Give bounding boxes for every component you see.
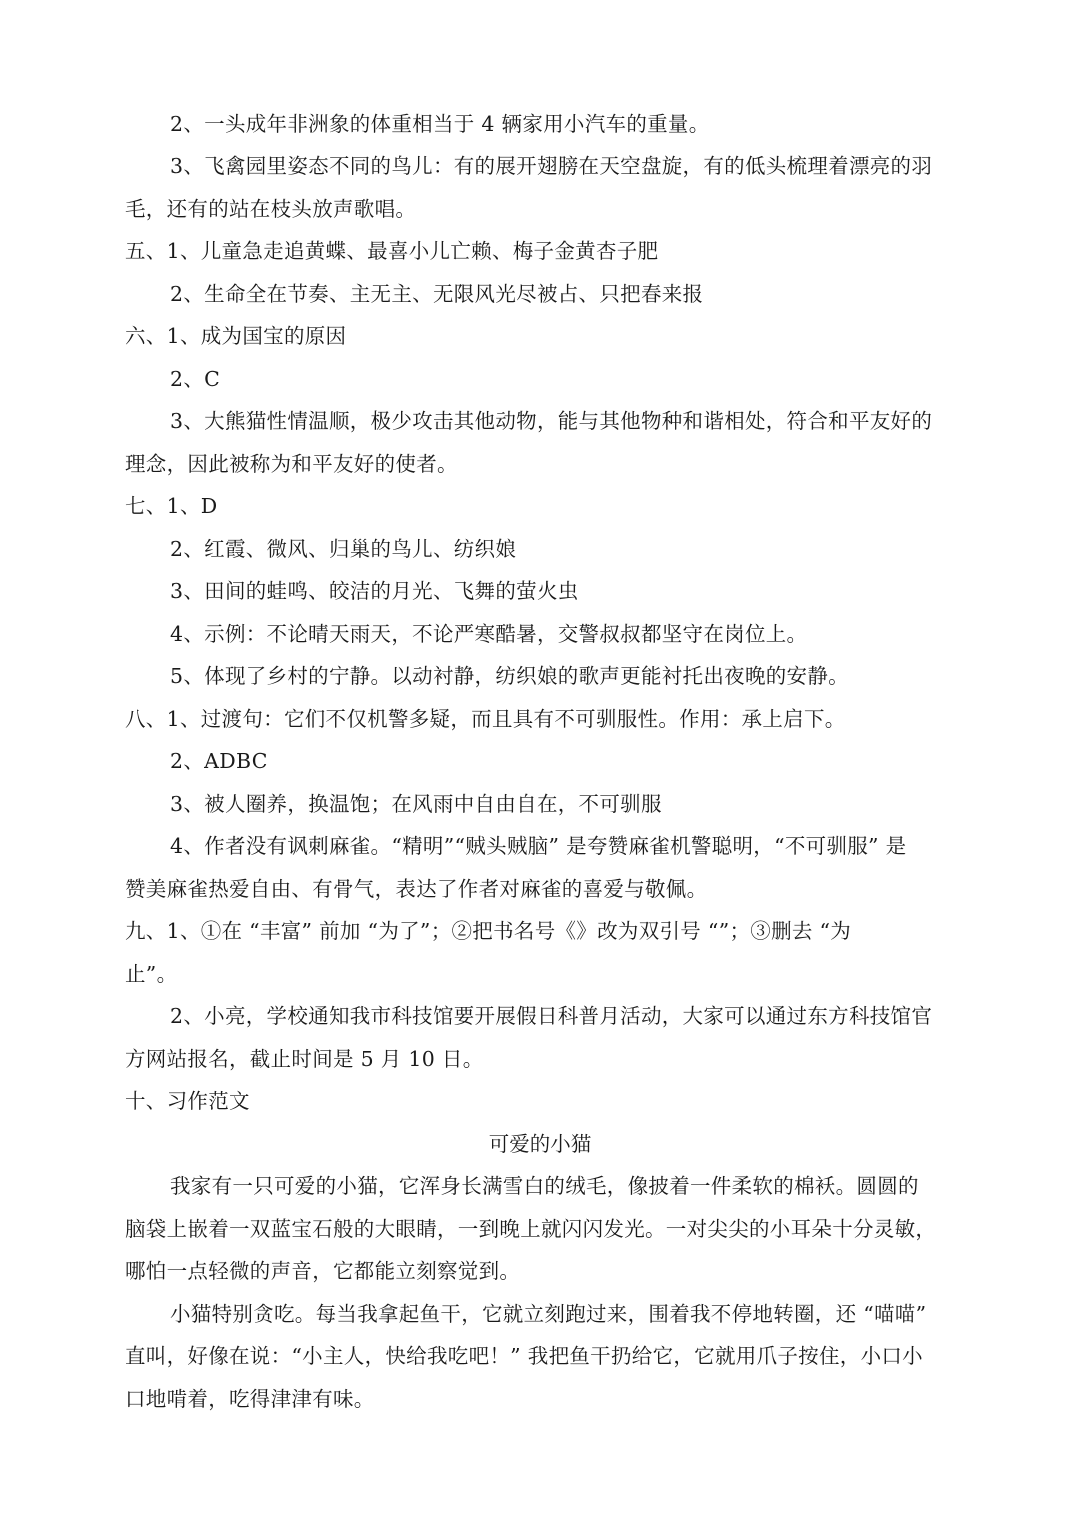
answer-5-2: 2、生命全在节奏、主无主、无限风光尽被占、只把春来报 [170, 282, 704, 306]
section-9-answer-1-line1: 九、1、①在 “丰富” 前加 “为了”；②把书名号《》改为双引号 “”；③删去 “为 [125, 919, 852, 943]
answer-4-2: 2、一头成年非洲象的体重相当于 4 辆家用小汽车的重量。 [170, 112, 710, 136]
essay-p2-line2: 直叫，好像在说：“小主人，快给我吃吧！” 我把鱼干扔给它，它就用爪子按住，小口小 [125, 1344, 923, 1368]
essay-p1-line3: 哪怕一点轻微的声音，它都能立刻察觉到。 [125, 1259, 521, 1283]
answer-8-4-line1: 4、作者没有讽刺麻雀。“精明”“贼头贼脑” 是夸赞麻雀机警聪明，“不可驯服” 是 [170, 834, 907, 858]
essay-p1-line1: 我家有一只可爱的小猫，它浑身长满雪白的绒毛，像披着一件柔软的棉袄。圆圆的 [170, 1174, 919, 1198]
answer-8-4-line2: 赞美麻雀热爱自由、有骨气，表达了作者对麻雀的喜爱与敬佩。 [125, 877, 708, 901]
answer-7-4: 4、示例：不论晴天雨天，不论严寒酷暑，交警叔叔都坚守在岗位上。 [170, 622, 808, 646]
essay-p2-line1: 小猫特别贪吃。每当我拿起鱼干，它就立刻跑过来，围着我不停地转圈，还 “喵喵” [170, 1302, 927, 1326]
answer-8-3: 3、被人圈养，换温饱；在风雨中自由自在，不可驯服 [170, 792, 662, 816]
answer-4-3-line1: 3、飞禽园里姿态不同的鸟儿：有的展开翅膀在天空盘旋，有的低头梳理着漂亮的羽 [170, 154, 933, 178]
answer-4-3-line2: 毛，还有的站在枝头放声歌唱。 [125, 197, 417, 221]
answer-6-3-line1: 3、大熊猫性情温顺，极少攻击其他动物，能与其他物种和谐相处，符合和平友好的 [170, 409, 933, 433]
answer-6-2: 2、C [170, 367, 221, 391]
answer-9-2-line2: 方网站报名，截止时间是 5 月 10 日。 [125, 1047, 484, 1071]
essay-p2-line3: 口地啃着，吃得津津有味。 [125, 1387, 375, 1411]
answer-8-2: 2、ADBC [170, 749, 268, 773]
essay-p1-line2: 脑袋上嵌着一双蓝宝石般的大眼睛，一到晚上就闪闪发光。一对尖尖的小耳朵十分灵敏， [125, 1217, 937, 1241]
section-5-answer-1: 五、1、儿童急走追黄蝶、最喜小儿亡赖、梅子金黄杏子肥 [125, 239, 659, 263]
section-7-answer-1: 七、1、D [125, 494, 218, 518]
answer-7-3: 3、田间的蛙鸣、皎洁的月光、飞舞的萤火虫 [170, 579, 579, 603]
answer-9-2-line1: 2、小亮，学校通知我市科技馆要开展假日科普月活动，大家可以通过东方科技馆官 [170, 1004, 933, 1028]
answer-7-2: 2、红霞、微风、归巢的鸟儿、纺织娘 [170, 537, 517, 561]
answer-7-5: 5、体现了乡村的宁静。以动衬静，纺织娘的歌声更能衬托出夜晚的安静。 [170, 664, 849, 688]
essay-title: 可爱的小猫 [488, 1132, 592, 1156]
section-8-answer-1: 八、1、过渡句：它们不仅机警多疑，而且具有不可驯服性。作用：承上启下。 [125, 707, 846, 731]
answer-6-3-line2: 理念，因此被称为和平友好的使者。 [125, 452, 458, 476]
section-9-answer-1-line2: 止”。 [125, 962, 178, 986]
section-10-heading: 十、习作范文 [125, 1089, 250, 1113]
section-6-answer-1: 六、1、成为国宝的原因 [125, 324, 347, 348]
